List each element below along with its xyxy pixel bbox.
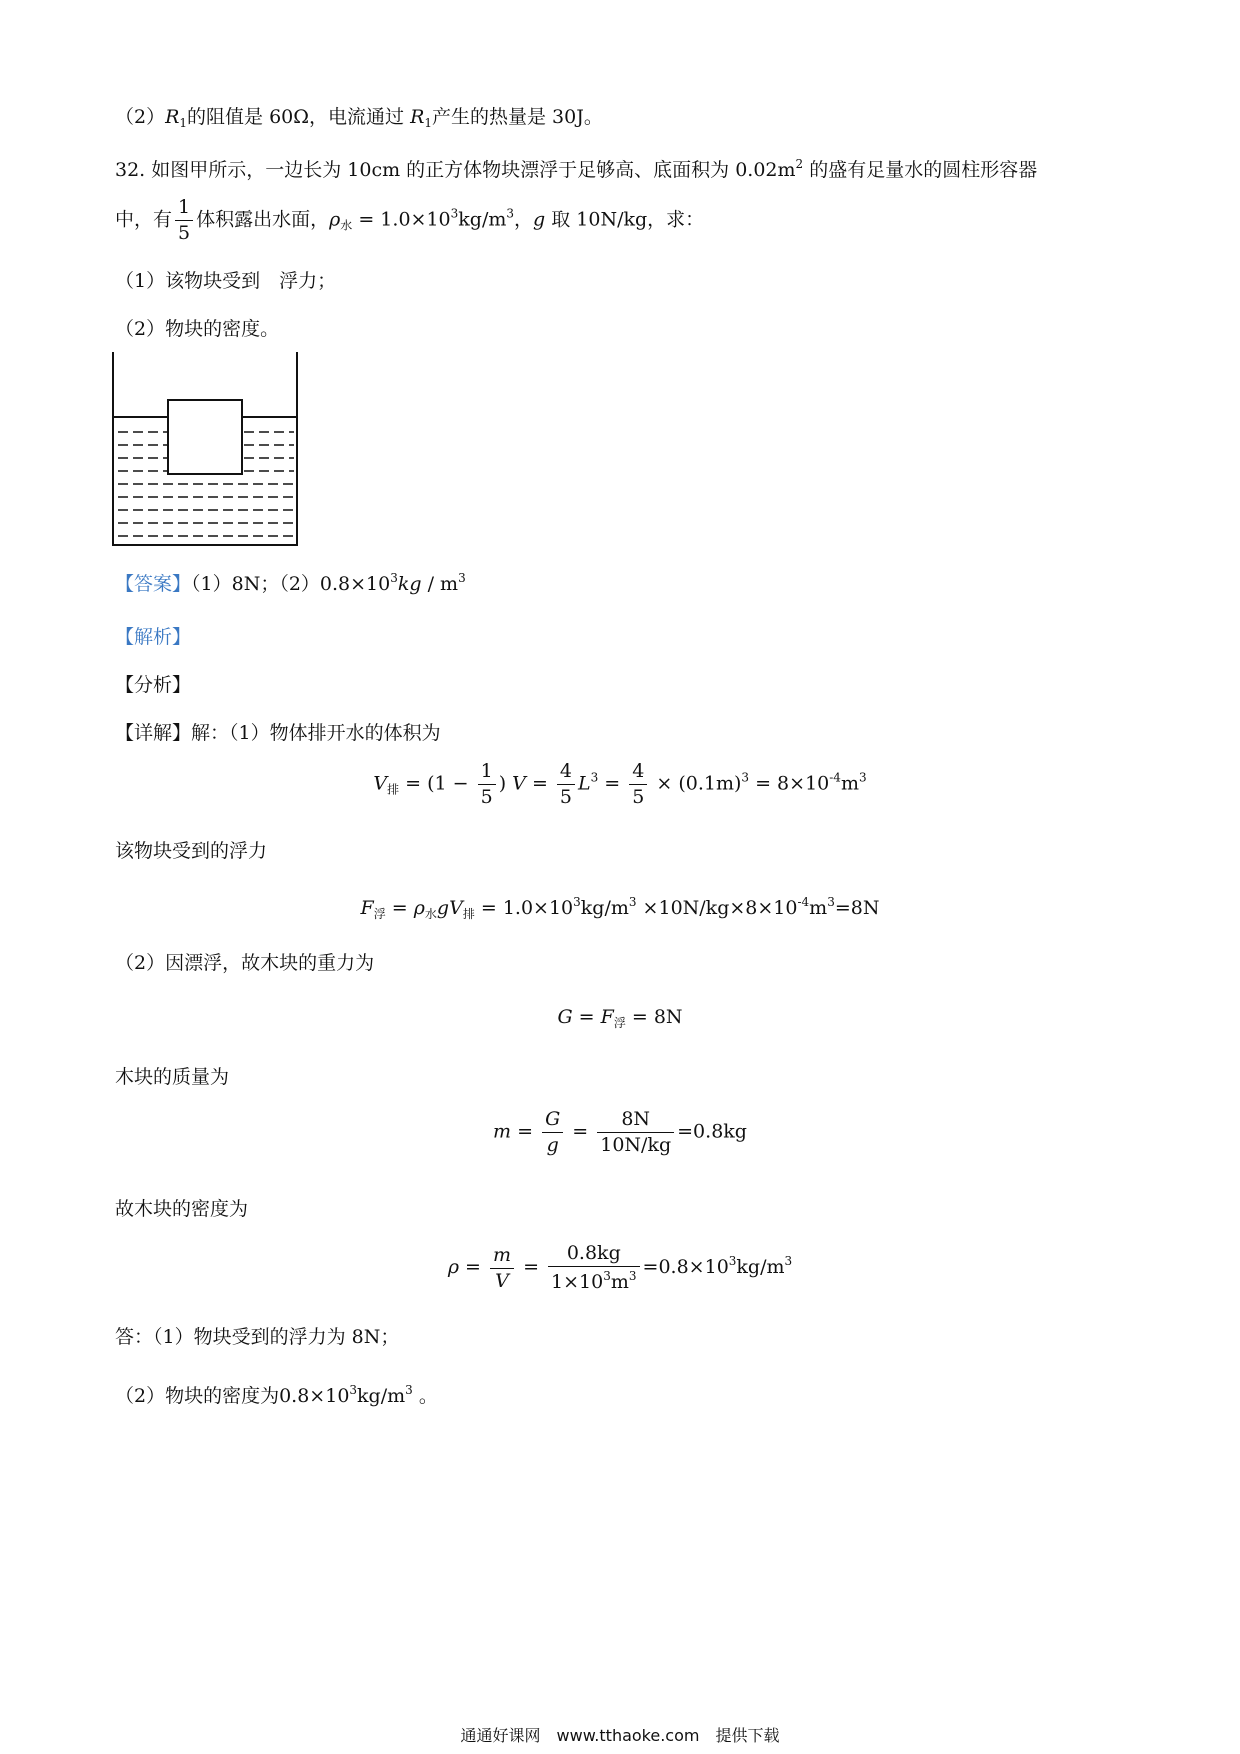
denominator: 5 (629, 784, 647, 807)
conclusion-2 (115, 1384, 438, 1406)
superscript: 3 (349, 1383, 358, 1397)
numerator: 8N (621, 1108, 651, 1130)
text: m (809, 897, 828, 919)
problem-line-1 (115, 158, 1037, 180)
text: = (572, 1006, 601, 1028)
text: 1×10 (551, 1271, 604, 1293)
answer-label: 【答案】 (115, 573, 192, 595)
superscript: 3 (405, 1383, 413, 1397)
text: kg/m (458, 208, 507, 231)
numerator: 0.8kg (566, 1242, 621, 1264)
text: = (385, 897, 414, 919)
text: 的盛有足量水的圆柱形容器 (803, 159, 1038, 181)
fraction (490, 1243, 514, 1292)
subscript: 排 (387, 782, 400, 797)
equation-buoyancy (0, 896, 1240, 920)
superscript: 3 (390, 571, 398, 585)
symbol-g: g (436, 897, 450, 919)
text: / m (421, 573, 459, 595)
mass-intro: 木块的质量为 (115, 1066, 230, 1088)
fraction (548, 1244, 640, 1292)
problem-line-2 (115, 198, 704, 243)
numerator: m (493, 1243, 512, 1266)
symbol-rho: ρ (413, 897, 425, 919)
denominator (548, 1266, 640, 1292)
symbol-r: R (410, 106, 425, 128)
question-2: （2）物块的密度。 (115, 318, 280, 340)
text: = 1.0×10 (474, 897, 574, 919)
text: 产生的热量是 30J。 (432, 106, 603, 128)
superscript: 3 (603, 1269, 611, 1283)
fenxi-label: 【分析】 (115, 674, 192, 696)
floating-cube (168, 400, 242, 474)
text: = (1 − (399, 772, 475, 795)
subscript: 1 (424, 116, 433, 130)
text: （2） (115, 106, 166, 128)
text: 。 (412, 1385, 438, 1407)
text: m (840, 772, 859, 795)
symbol-g: G (557, 1006, 573, 1028)
superscript: 3 (728, 1254, 737, 1268)
text: 的阻值是 60Ω，电流通过 (187, 106, 411, 128)
text: × (0.1m) (650, 772, 742, 795)
symbol-v: V (373, 772, 388, 795)
text: = 8N (625, 1006, 683, 1028)
text: = 8×10 (749, 772, 830, 795)
superscript: 3 (784, 1254, 793, 1268)
superscript: 3 (628, 895, 637, 909)
text: kg/m (357, 1385, 406, 1407)
superscript: 3 (741, 770, 750, 785)
text: ， (514, 208, 534, 231)
numerator: 1 (178, 196, 191, 218)
equation-gravity (0, 1008, 1240, 1029)
buoyancy-intro: 该物块受到的浮力 (115, 840, 268, 862)
text: = (566, 1120, 595, 1143)
text: ×10N/kg×8×10 (636, 897, 798, 919)
superscript: 3 (628, 1269, 637, 1283)
text: kg/m (580, 897, 629, 919)
answer-line (115, 572, 466, 594)
denominator: g (542, 1132, 563, 1155)
fraction (478, 762, 496, 807)
analysis-label: 【解析】 (115, 626, 192, 648)
superscript: 2 (795, 157, 804, 171)
equation-displaced-volume (0, 762, 1240, 807)
text: kg/m (736, 1256, 785, 1278)
symbol-r: R (165, 106, 180, 128)
denominator: 5 (478, 784, 496, 807)
symbol-rho: ρ (329, 208, 341, 231)
superscript: 3 (450, 206, 459, 221)
superscript: 3 (573, 895, 581, 909)
superscript: 3 (827, 895, 835, 909)
symbol-rho: ρ (447, 1256, 460, 1278)
numerator: 1 (480, 760, 493, 782)
detail-label: 【详解】 (115, 722, 192, 744)
text: = (511, 1120, 540, 1143)
previous-answer-line (115, 108, 603, 129)
fraction-one-fifth (175, 198, 193, 243)
density-intro: 故木块的密度为 (115, 1198, 249, 1220)
text: 中，有 (115, 208, 173, 231)
fraction (557, 762, 575, 807)
fraction (597, 1110, 674, 1155)
detail-intro (115, 724, 441, 743)
question-1: （1）该物块受到 浮力； (115, 270, 337, 292)
text: m (610, 1271, 629, 1293)
symbol-f: F (360, 897, 374, 919)
equation-mass (0, 1110, 1240, 1155)
fraction (629, 762, 647, 807)
subscript: 水 (340, 218, 353, 233)
container-figure (110, 352, 310, 552)
float-intro: （2）因漂浮，故木块的重力为 (115, 952, 375, 974)
conclusion-1: 答：（1）物块受到的浮力为 8N； (115, 1326, 400, 1348)
numerator: G (545, 1108, 561, 1130)
superscript: -4 (829, 770, 841, 785)
symbol-f: F (600, 1006, 614, 1028)
text: = (525, 772, 554, 795)
denominator: 5 (557, 784, 575, 807)
text: （1）8N；（2）0.8×10 (191, 573, 391, 595)
page-footer: 通通好课网 www.tthaoke.com 提供下载 (460, 1726, 780, 1745)
subscript: 水 (424, 907, 437, 921)
symbol-g: g (533, 208, 546, 231)
text: 取 10N/kg，求： (545, 208, 705, 231)
superscript: 3 (458, 571, 466, 585)
text: = (459, 1256, 488, 1278)
text: 解：（1）物体排开水的体积为 (191, 722, 441, 744)
text: = 1.0×10 (352, 208, 451, 231)
subscript: 浮 (613, 1016, 626, 1030)
text: ) (498, 772, 513, 795)
symbol-v: V (449, 897, 463, 919)
text: =0.8kg (677, 1120, 747, 1143)
symbol-v: V (512, 772, 526, 795)
fraction (542, 1110, 563, 1155)
text: kg (397, 573, 422, 595)
numerator: 4 (632, 760, 645, 782)
superscript: -4 (797, 895, 810, 909)
equation-density (0, 1244, 1240, 1292)
superscript: 3 (590, 770, 599, 785)
denominator: 10N/kg (597, 1132, 674, 1155)
symbol-m: m (493, 1120, 512, 1143)
text: =0.8×10 (642, 1256, 729, 1278)
text: 32. 如图甲所示，一边长为 10cm 的正方体物块漂浮于足够高、底面积为 0.02m (115, 159, 796, 181)
symbol-l: L (578, 772, 591, 795)
text: （2）物块的密度为0.8×10 (115, 1385, 350, 1407)
text: = (517, 1256, 546, 1278)
text: = (598, 772, 627, 795)
denominator: 5 (175, 220, 193, 243)
subscript: 浮 (373, 907, 386, 921)
subscript: 1 (179, 116, 188, 130)
subscript: 排 (462, 907, 475, 921)
text: 体积露出水面， (196, 208, 330, 231)
denominator: V (490, 1268, 514, 1291)
superscript: 3 (506, 206, 514, 221)
text: =8N (834, 897, 880, 919)
numerator: 4 (559, 760, 572, 782)
superscript: 3 (858, 770, 867, 785)
